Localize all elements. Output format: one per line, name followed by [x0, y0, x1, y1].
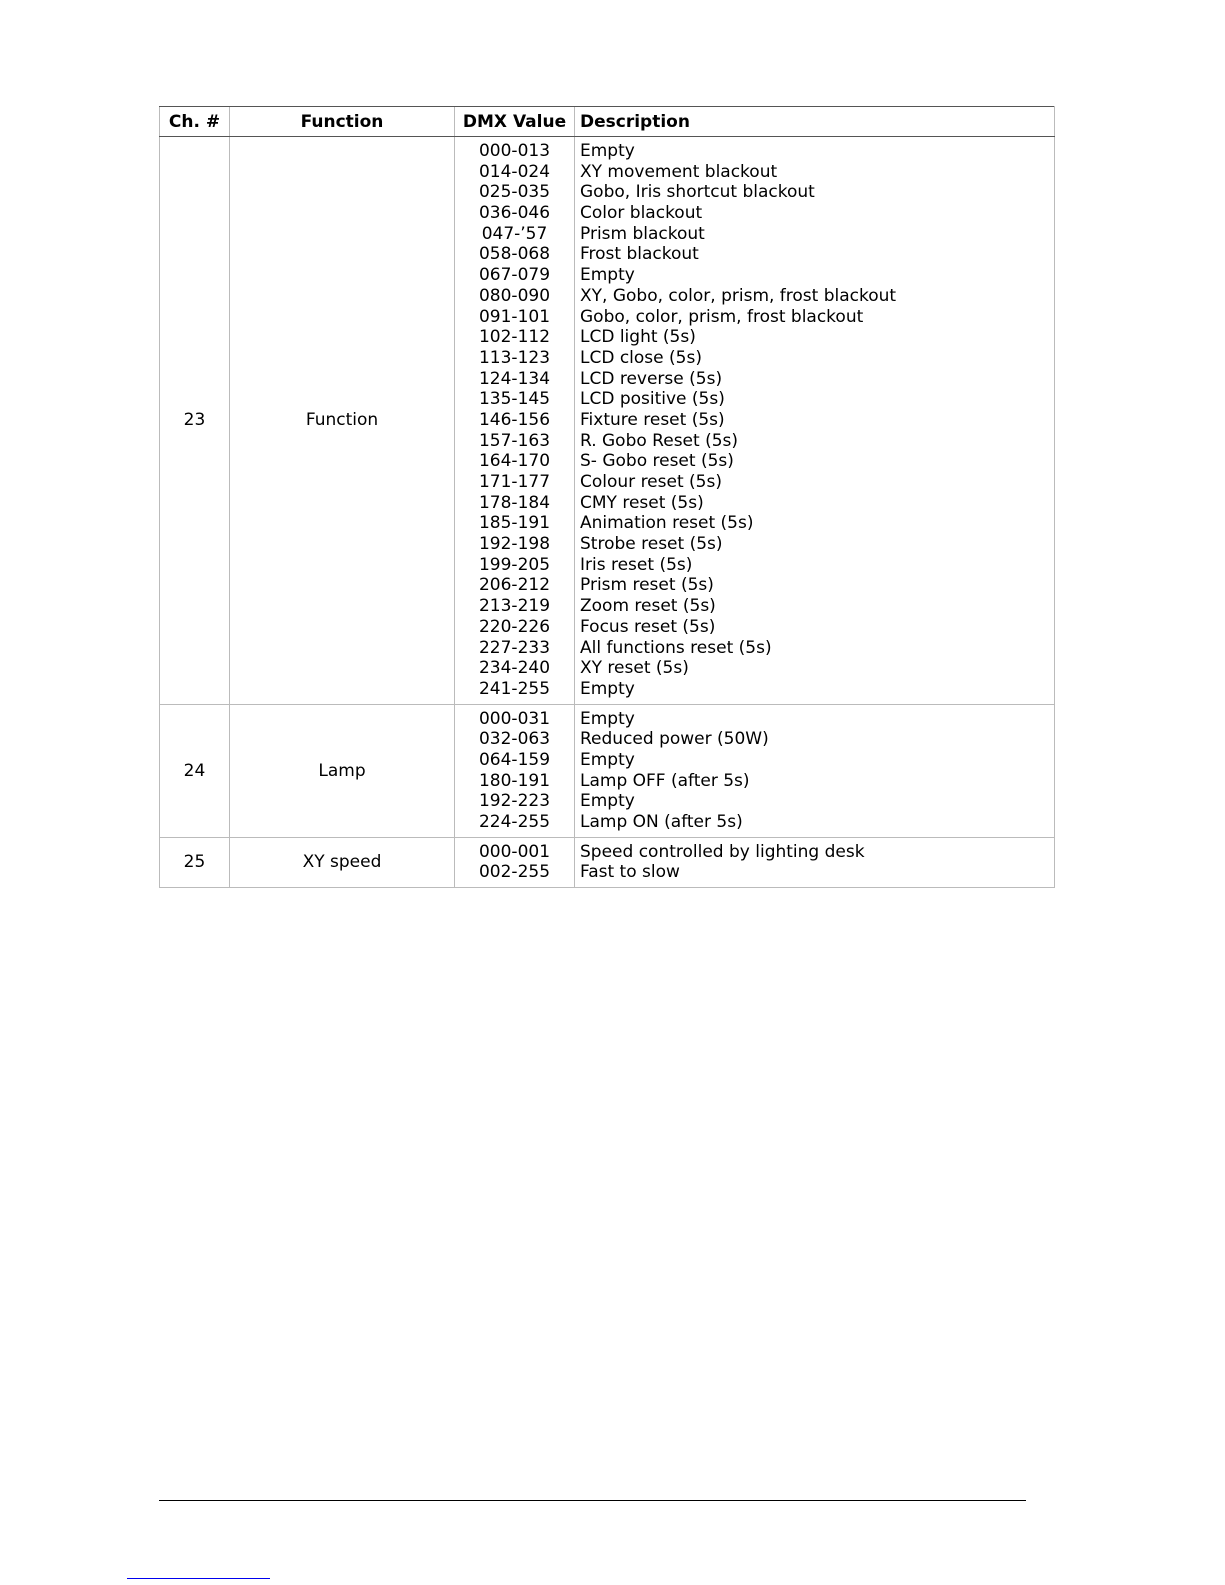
value-description: Empty: [580, 678, 635, 699]
header-dmx-value: DMX Value: [455, 107, 575, 137]
dmx-value: 025-035: [478, 182, 551, 203]
dmx-value: 067-079: [478, 265, 551, 286]
channel-function: Lamp: [230, 704, 455, 837]
value-description: Speed controlled by lighting desk: [580, 841, 865, 862]
dmx-value: 014-024: [478, 161, 551, 182]
description-list: [575, 837, 1055, 887]
channel-number: 25: [160, 837, 230, 887]
dmx-value: 091-101: [478, 306, 551, 327]
table-header-row: [160, 107, 1055, 137]
dmx-value: 036-046: [478, 203, 551, 224]
dmx-value: 164-170: [478, 451, 551, 472]
footer-rule: [159, 1500, 1026, 1501]
dmx-value: 180-191: [478, 770, 551, 791]
value-description: CMY reset (5s): [580, 492, 704, 513]
dmx-value: 224-255: [478, 812, 551, 832]
value-description: LCD reverse (5s): [580, 368, 723, 389]
value-description: Empty: [580, 749, 635, 770]
value-description: Animation reset (5s): [580, 513, 754, 534]
value-description: LCD light (5s): [580, 327, 696, 348]
value-description: LCD positive (5s): [580, 389, 725, 410]
value-description: Color blackout: [580, 203, 703, 224]
dmx-value: 032-063: [478, 729, 551, 750]
dmx-value: 192-198: [478, 534, 551, 555]
dmx-value: 102-112: [478, 327, 551, 348]
description-list: [575, 137, 1055, 705]
dmx-value: 000-031: [478, 708, 551, 729]
value-description: Lamp OFF (after 5s): [580, 770, 750, 791]
header-channel: Ch. #: [160, 107, 230, 137]
dmx-value: 171-177: [478, 472, 551, 492]
dmx-value-list: [455, 704, 575, 837]
dmx-value: 213-219: [478, 596, 551, 617]
dmx-value: 185-191: [478, 513, 551, 534]
dmx-value-list: [455, 837, 575, 887]
table-body: [160, 137, 1055, 888]
dmx-value: 227-233: [478, 637, 551, 658]
value-description: Prism blackout: [580, 223, 705, 244]
value-description: Prism reset (5s): [580, 575, 714, 596]
dmx-value: 058-068: [478, 244, 551, 265]
channel-function: XY speed: [230, 837, 455, 887]
value-description: Zoom reset (5s): [580, 596, 716, 617]
dmx-value: 000-013: [478, 141, 551, 161]
dmx-value: 080-090: [478, 285, 551, 306]
value-description: Empty: [580, 141, 635, 161]
dmx-value: 192-223: [478, 791, 551, 812]
dmx-value: 220-226: [478, 616, 551, 637]
value-description: LCD close (5s): [580, 347, 702, 368]
dmx-value: 234-240: [478, 658, 551, 679]
value-description: XY movement blackout: [580, 161, 778, 182]
dmx-value: 002-255: [478, 862, 551, 883]
dmx-value: 124-134: [478, 368, 551, 389]
dmx-value: 047-’57: [481, 223, 548, 244]
channel-number: 24: [160, 704, 230, 837]
dmx-value-list: [455, 137, 575, 705]
value-description: Empty: [580, 265, 635, 286]
dmx-value: 206-212: [478, 575, 551, 596]
dmx-value: 157-163: [478, 430, 551, 451]
table-row: [160, 837, 1055, 887]
value-description: Empty: [580, 708, 635, 729]
value-description: Gobo, color, prism, frost blackout: [580, 306, 864, 327]
channel-function: Function: [230, 137, 455, 705]
value-description: Reduced power (50W): [580, 729, 769, 750]
header-description: Description: [575, 107, 1055, 137]
table-row: [160, 137, 1055, 705]
value-description: Strobe reset (5s): [580, 534, 723, 555]
dmx-value: 241-255: [478, 678, 551, 699]
value-description: Frost blackout: [580, 244, 699, 265]
value-description: Lamp ON (after 5s): [580, 812, 743, 832]
dmx-value: 064-159: [478, 749, 551, 770]
value-description: XY, Gobo, color, prism, frost blackout: [580, 285, 897, 306]
table-row: [160, 704, 1055, 837]
value-description: Fast to slow: [580, 862, 680, 883]
dmx-channel-table: [159, 106, 1055, 888]
value-description: Focus reset (5s): [580, 616, 716, 637]
dmx-value: 113-123: [478, 347, 551, 368]
value-description: XY reset (5s): [580, 658, 689, 679]
dmx-value: 199-205: [478, 554, 551, 575]
value-description: Colour reset (5s): [580, 472, 722, 492]
value-description: Fixture reset (5s): [580, 409, 725, 430]
value-description: S- Gobo reset (5s): [580, 451, 734, 472]
dmx-value: 000-001: [478, 841, 551, 862]
dmx-value: 146-156: [478, 409, 551, 430]
dmx-value: 135-145: [478, 389, 551, 410]
description-list: [575, 704, 1055, 837]
value-description: Gobo, Iris shortcut blackout: [580, 182, 815, 203]
dmx-value: 178-184: [478, 492, 551, 513]
header-function: Function: [230, 107, 455, 137]
value-description: Iris reset (5s): [580, 554, 693, 575]
value-description: R. Gobo Reset (5s): [580, 430, 739, 451]
channel-number: 23: [160, 137, 230, 705]
footer-link-underline: [127, 1578, 270, 1579]
value-description: All functions reset (5s): [580, 637, 772, 658]
value-description: Empty: [580, 791, 635, 812]
